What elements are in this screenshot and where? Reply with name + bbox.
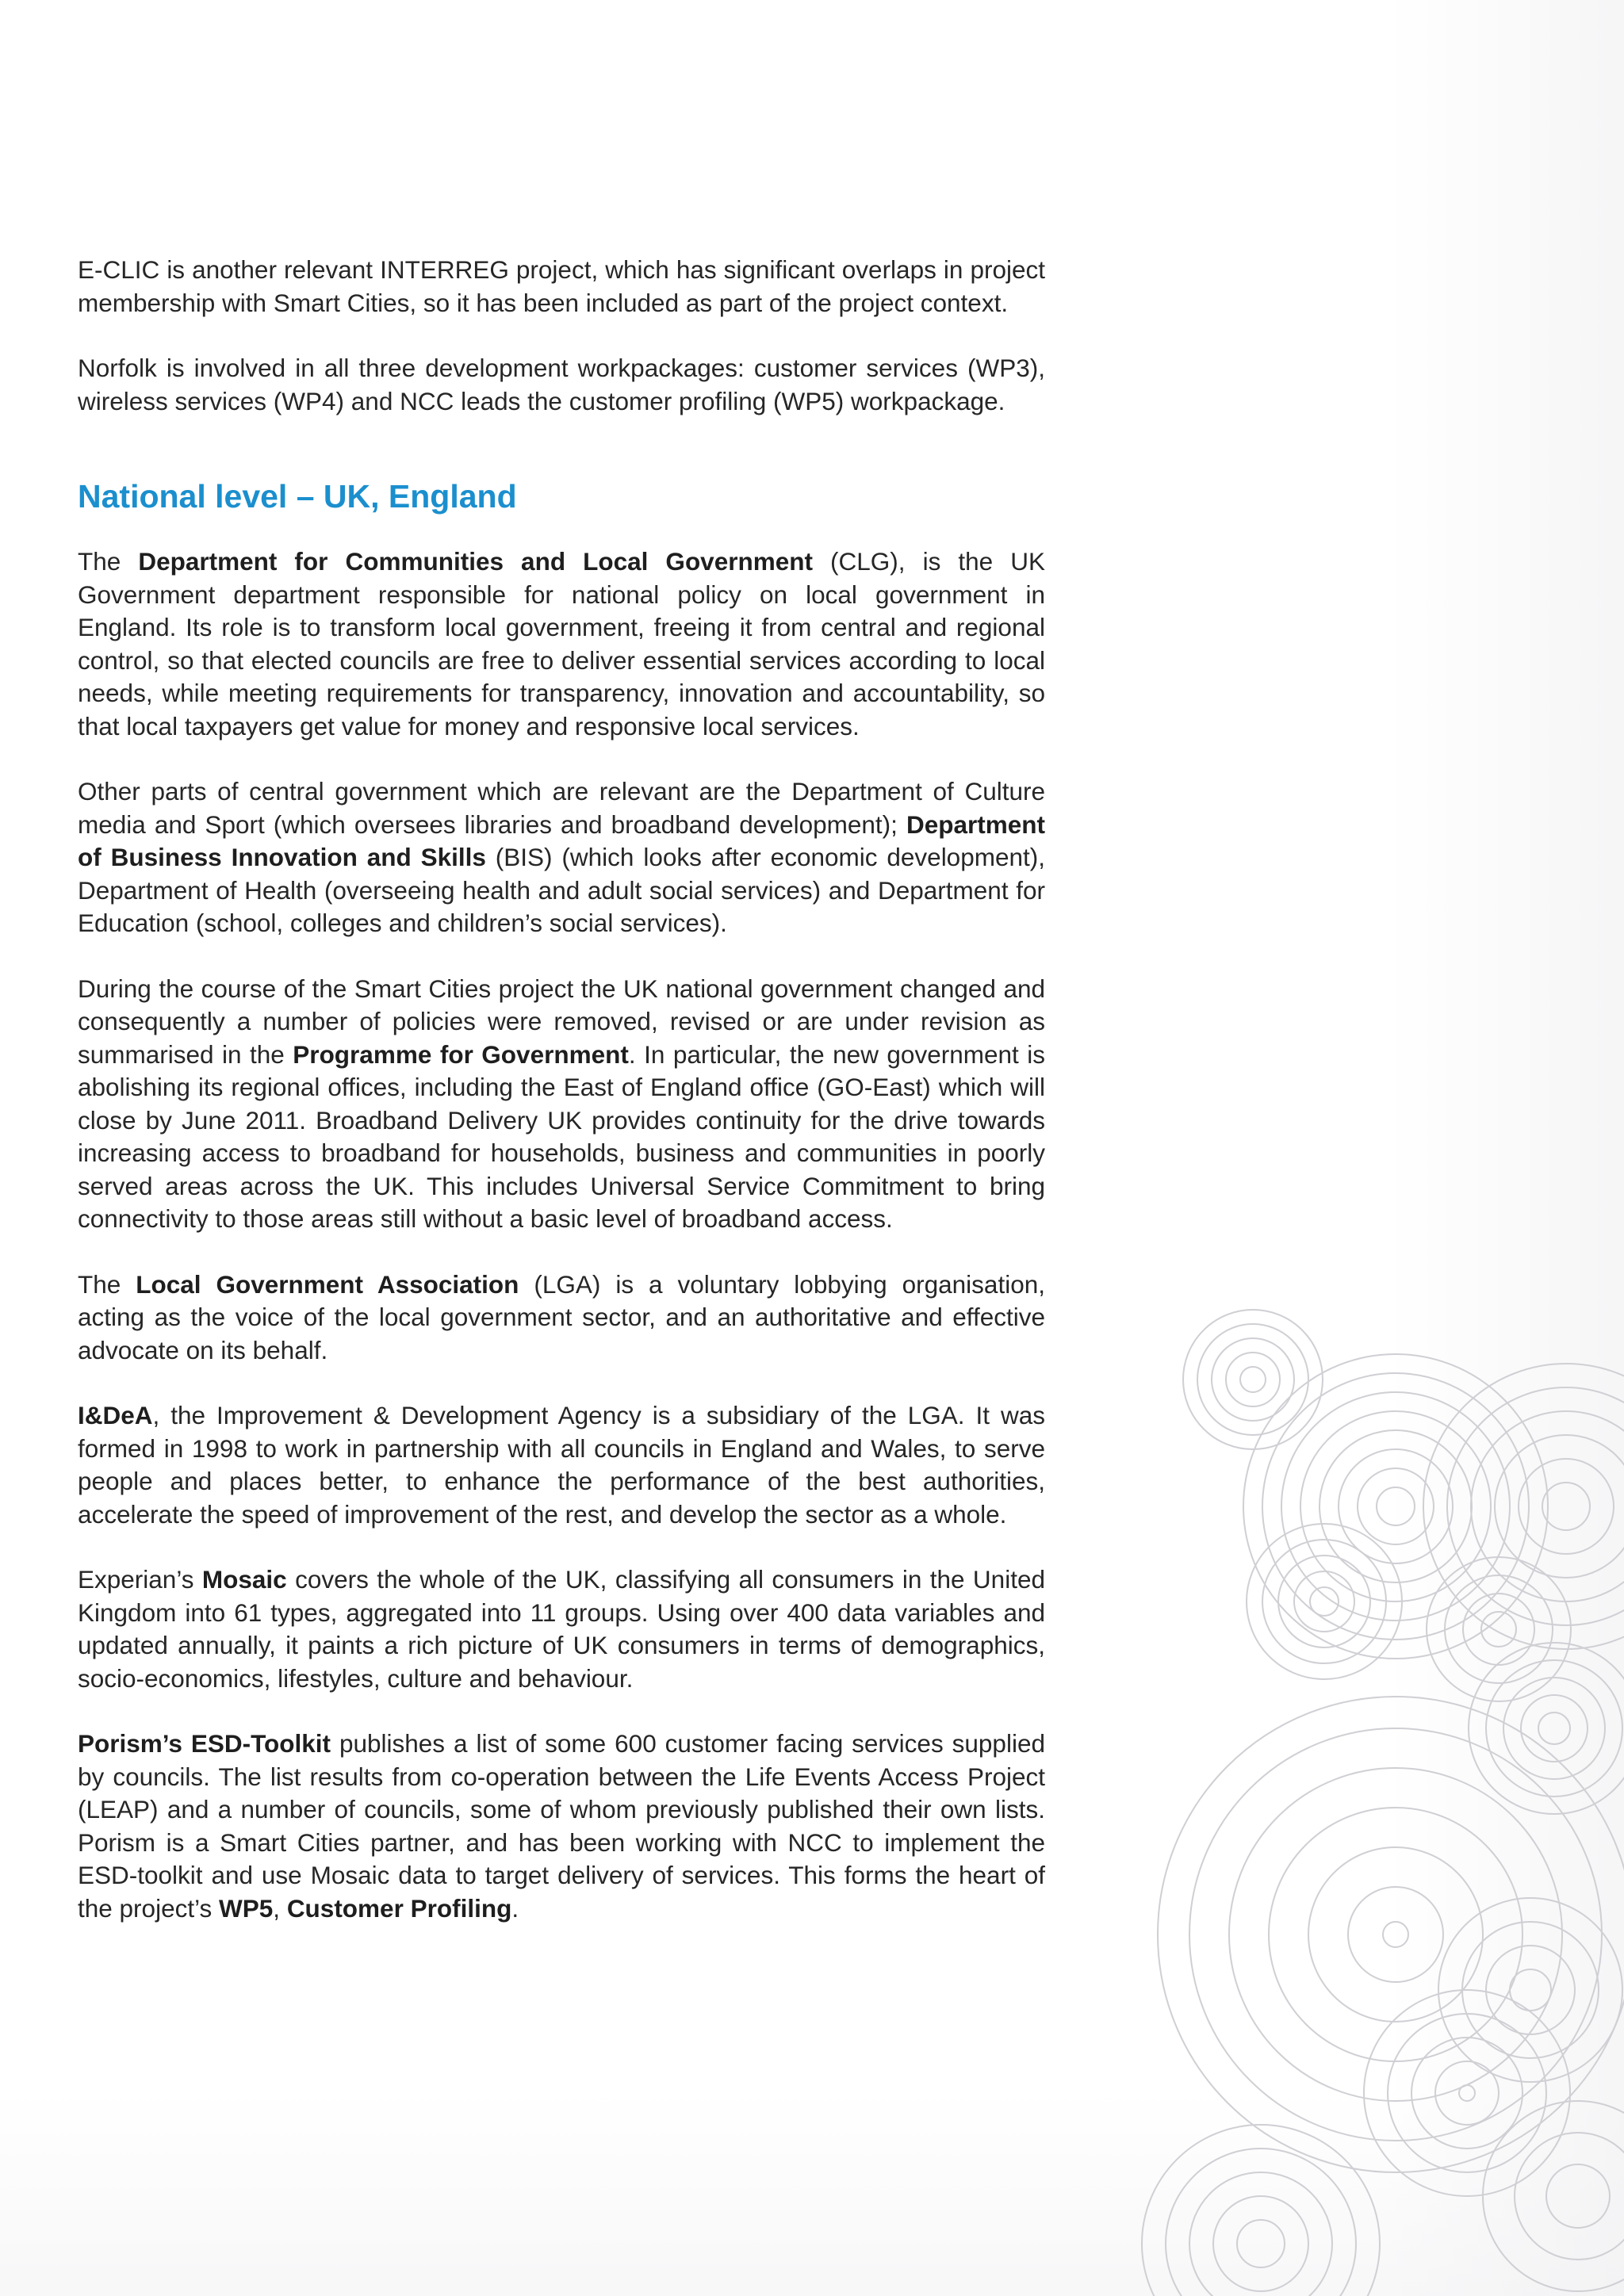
decorative-ring-2-1 <box>1519 1459 1614 1554</box>
decorative-ring-6-1 <box>1348 1887 1443 1982</box>
decorative-ring-10-2 <box>1483 2101 1624 2291</box>
decorative-ring-1-4 <box>1183 1310 1323 1449</box>
paragraph-esd-toolkit: Porism’s ESD-Toolkit publishes a list of some 600 customer facing services supplied by councils. The list results from co-operation between the Life Events Access Project (LEAP) and a number of councils, some of whom previously published their own lists. Porism is a Smart Cities partner, and has been working with NCC to implement the ESD-toolkit and use Mosaic data to target delivery of services. This forms the heart of the project’s WP5, Customer Profiling. <box>78 1729 1045 1923</box>
decorative-ring-0-1 <box>1358 1468 1434 1544</box>
decorative-ring-0-0 <box>1377 1487 1415 1525</box>
decorative-ring-0-6 <box>1262 1373 1529 1640</box>
decorative-ring-0-2 <box>1339 1449 1453 1563</box>
decorative-ring-1-0 <box>1240 1367 1266 1392</box>
decorative-ring-9-0 <box>1237 2220 1285 2267</box>
decorative-ring-5-3 <box>1486 1660 1622 1797</box>
paragraph-clg: The Department for Communities and Local Government (CLG), is the UK Government department responsible for national policy on local government in England. Its role is to transform local government, freeing it from central and regional control, so that elected councils are free to deliver essential services according to local needs, while meeting requirements for transparency, innovation and accountability, so that local taxpayers get value for money and responsive local services. <box>78 547 1045 740</box>
paragraph-mosaic: Experian’s Mosaic covers the whole of the UK, classifying all consumers in the United Kingdom into 61 types, aggregated into 11 groups. Using over 400 data variables and updated annually, it paints a rich picture of UK consumers in terms of demographics, socio-economics, lifestyles, culture and behaviour. <box>78 1565 1045 1693</box>
term-clg: Department for Communities and Local Government <box>138 547 813 576</box>
paragraph-e-clic: E-CLIC is another relevant INTERREG project, which has significant overlaps in project membership with Smart Cities, so it has been included as part of the project context. <box>78 255 1045 317</box>
term-esd-toolkit: Porism’s ESD-Toolkit <box>78 1729 331 1758</box>
decorative-ring-6-0 <box>1383 1922 1408 1947</box>
decorative-circles-graphic <box>1134 1284 1624 2296</box>
decorative-ring-6-4 <box>1229 1768 1562 2101</box>
document-body <box>78 254 1045 1957</box>
decorative-ring-3-4 <box>1247 1524 1402 1679</box>
term-bis: Department of Business Innovation and Skills <box>78 809 1045 871</box>
decorative-ring-6-5 <box>1189 1728 1602 2141</box>
decorative-ring-1-2 <box>1212 1338 1294 1421</box>
decorative-ring-10-0 <box>1546 2164 1610 2228</box>
decorative-ring-8-1 <box>1486 1946 1575 2034</box>
decorative-ring-3-3 <box>1262 1540 1386 1663</box>
paragraph-other-government: Other parts of central government which are relevant are the Department of Culture media and Sport (which oversees libraries and broadband development); Department of Business Innovation and Skills (BIS) (which looks after economic development), Department of Health (overseeing health and adult social services) and Department for Education (school, colleges and children’s social services). <box>78 777 1045 937</box>
decorative-ring-8-2 <box>1462 1922 1599 2058</box>
term-idea: I&DeA <box>78 1401 153 1429</box>
decorative-ring-0-5 <box>1281 1392 1510 1621</box>
decorative-ring-6-3 <box>1269 1808 1522 2061</box>
decorative-ring-1-1 <box>1226 1353 1280 1406</box>
decorative-ring-10-1 <box>1515 2133 1624 2260</box>
term-wp5: WP5 <box>219 1893 274 1923</box>
decorative-ring-2-2 <box>1495 1435 1624 1578</box>
decorative-ring-9-2 <box>1189 2172 1332 2296</box>
paragraph-lga: The Local Government Association (LGA) is a voluntary lobbying organisation, acting as the voice of the local government sector, and an authoritative and effective advocate on its behalf. <box>78 1269 1045 1364</box>
paragraph-programme-for-government: During the course of the Smart Cities project the UK national government changed and consequently a number of policies were removed, revised or are under revision as summarised in the Programme for Government. In particular, the new government is abolishing its regional offices, including the East of England office (GO-East) which will close by June 2011. Broadband Delivery UK provides continuity for the drive towards increasing access to broadband for households, business and communities in poorly served areas across the UK. This includes Universal Service Commitment to bring connectivity to those areas still without a basic level of broadband access. <box>78 974 1045 1233</box>
term-customer-profiling: Customer Profiling <box>286 1893 512 1923</box>
decorative-ring-5-1 <box>1521 1695 1588 1762</box>
decorative-ring-5-0 <box>1538 1712 1570 1744</box>
decorative-ring-3-0 <box>1310 1587 1339 1616</box>
section-heading-national-level: National level – UK, England <box>78 478 517 515</box>
decorative-ring-5-4 <box>1469 1643 1624 1814</box>
decorative-ring-5-2 <box>1503 1678 1605 1779</box>
term-lga: Local Government Association <box>136 1269 519 1299</box>
decorative-ring-1-3 <box>1197 1324 1308 1435</box>
decorative-ring-2-0 <box>1542 1483 1590 1530</box>
decorative-ring-0-4 <box>1300 1411 1491 1601</box>
decorative-ring-7-0 <box>1459 2085 1475 2101</box>
term-programme-for-government: Programme for Government <box>293 1039 629 1069</box>
decorative-ring-8-0 <box>1510 1969 1551 2011</box>
term-mosaic: Mosaic <box>201 1565 287 1594</box>
decorative-ring-9-4 <box>1142 2125 1380 2296</box>
paragraph-idea: I&DeA, the Improvement & Development Agency is a subsidiary of the LGA. It was formed in 1998 to work in partnership with all councils in England and Wales, to serve people and places better, to enhance the performance of the best authorities, accelerate the speed of improvement of the rest, and develop the sector as a whole. <box>78 1401 1045 1529</box>
decorative-ring-9-1 <box>1213 2196 1308 2291</box>
decorative-ring-9-3 <box>1166 2149 1356 2296</box>
paragraph-norfolk: Norfolk is involved in all three development workpackages: customer services (WP3), wireless services (WP4) and NCC leads the customer profiling (WP5) workpackage. <box>78 354 1045 415</box>
